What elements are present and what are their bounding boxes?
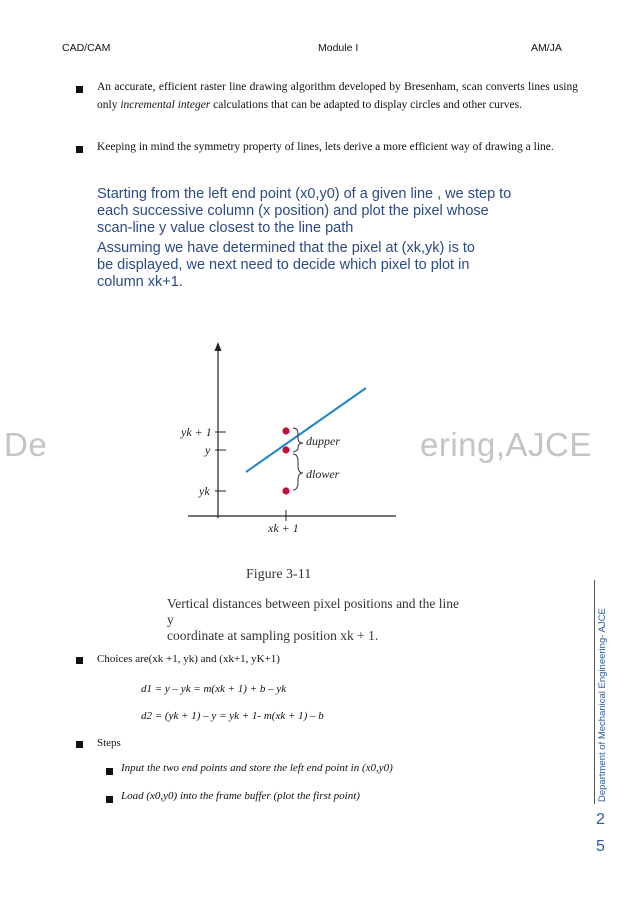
label-xk1: xk + 1 <box>268 521 299 535</box>
brace-upper <box>293 428 303 452</box>
header-authors: AM/JA <box>531 42 562 54</box>
steps-label: Steps <box>97 737 121 749</box>
bullet-marker <box>76 86 83 93</box>
pixel-mid <box>282 446 289 453</box>
slide-line-3: scan-line y value closest to the line path <box>97 220 354 236</box>
bullet-marker <box>76 146 83 153</box>
header-course: CAD/CAM <box>62 42 111 54</box>
bullet-1-text <box>97 78 578 114</box>
sidebar-divider <box>594 580 595 804</box>
figure-caption-line-1: Vertical distances between pixel positions and the line y <box>167 596 460 627</box>
bullet-2-text: Keeping in mind the symmetry property of lines, lets derive a more efficient way of drawing a line. <box>97 141 554 153</box>
slide-line-4: Assuming we have determined that the pixel at (xk,yk) is to <box>97 240 475 256</box>
bullet-1-part1: An accurate, efficient raster line drawing algorithm developed by Bresenham, scan converts lines using only <box>97 81 578 111</box>
brace-lower <box>293 454 303 490</box>
slide-line-6: column xk+1. <box>97 274 183 290</box>
line-path <box>246 388 366 472</box>
sidebar-department: Department of Mechanical Engineering- AJCE <box>597 608 608 802</box>
label-y: y <box>205 443 211 457</box>
page-header <box>0 42 638 56</box>
equation-d1: d1 = y – yk = m(xk + 1) + b – yk <box>141 683 287 695</box>
slide-line-5: be displayed, we next need to decide which pixel to plot in <box>97 257 470 273</box>
bullet-marker <box>106 796 113 803</box>
page-number-digit-1: 2 <box>596 811 605 828</box>
slide-line-2: each successive column (x position) and plot the pixel whose <box>97 203 489 219</box>
bullet-marker <box>76 741 83 748</box>
equation-d2: d2 = (yk + 1) – y = yk + 1- m(xk + 1) – b <box>141 710 324 722</box>
y-axis-arrow <box>215 342 222 351</box>
bullet-marker <box>76 657 83 664</box>
label-dlower: dlower <box>306 467 340 481</box>
slide-line-1: Starting from the left end point (x0,y0) of a given line , we step to <box>97 186 512 202</box>
watermark-left: De <box>4 426 48 463</box>
choices-text: Choices are(xk +1, yk) and (xk+1, yK+1) <box>97 653 280 665</box>
step-2: Load (x0,y0) into the frame buffer (plot the first point) <box>121 790 360 802</box>
step-1: Input the two end points and store the left end point in (x0,y0) <box>121 762 393 774</box>
bresenham-figure <box>168 340 408 545</box>
page-number-digit-2: 5 <box>596 838 605 855</box>
label-dupper: dupper <box>306 434 340 448</box>
figure-title: Figure 3-11 <box>246 567 312 582</box>
watermark-right: ering,AJCE <box>420 426 592 463</box>
bullet-1-italic: incremental integer <box>120 99 211 111</box>
pixel-upper <box>282 427 289 434</box>
slide-text-block <box>97 186 567 291</box>
pixel-lower <box>282 487 289 494</box>
bullet-1-part2: calculations that can be adapted to display circles and other curves. <box>210 99 522 111</box>
bullet-marker <box>106 768 113 775</box>
figure-caption-line-2: coordinate at sampling position xk + 1. <box>167 628 379 643</box>
figure-caption <box>167 596 467 644</box>
header-module: Module I <box>318 42 359 54</box>
label-yk1: yk + 1 <box>181 425 212 439</box>
label-yk: yk <box>199 484 210 498</box>
